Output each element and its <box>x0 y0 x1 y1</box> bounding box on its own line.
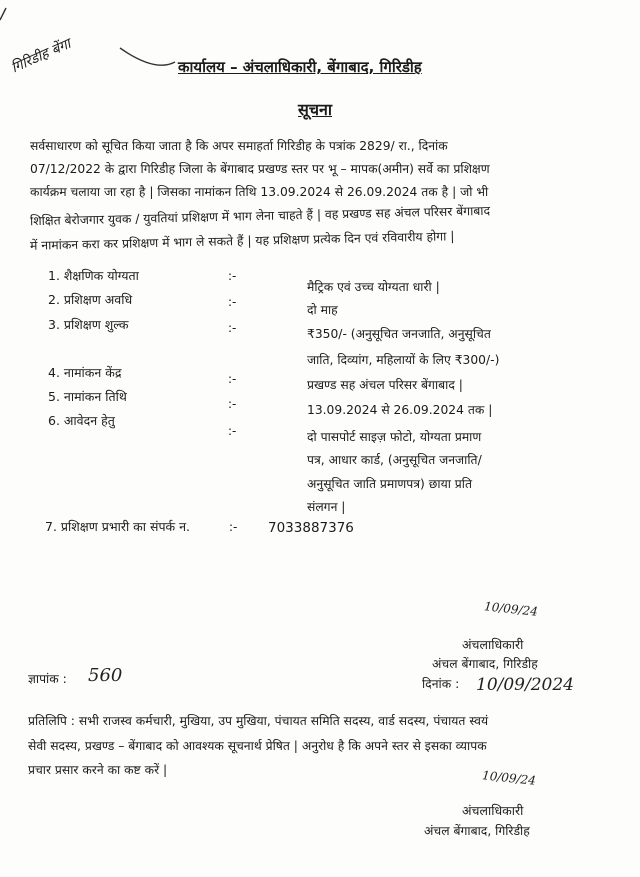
body-line: में नामांकन करा कर प्रशिक्षण में भाग ले सकते हैं | यह प्रशिक्षण प्रत्येक दिन एवं रविवारीय होगा | <box>29 229 455 253</box>
item-separator: :- <box>228 269 237 283</box>
copy-line: सेवी सदस्य, प्रखण्ड – बेंगाबाद को आवश्यक सूचनार्थ प्रेषित | अनुरोध है कि अपने स्तर से इसका व्यापक <box>28 739 487 753</box>
item-separator: :- <box>228 397 237 411</box>
item-separator: :- <box>228 321 237 335</box>
item-value: प्रखण्ड सह अंचल परिसर बेंगाबाद | <box>307 378 463 392</box>
item-value: 13.09.2024 से 26.09.2024 तक | <box>307 403 493 417</box>
office-title: कार्यालय – अंचलाधिकारी, बेंगाबाद, गिरिडीह <box>178 58 422 76</box>
memo-label: ज्ञापांक : <box>28 672 67 686</box>
signature-initials: 10/09/24 <box>481 768 537 788</box>
contact-label: 7. प्रशिक्षण प्रभारी का संपर्क न. <box>45 519 191 534</box>
item-separator: :- <box>228 424 237 438</box>
body-line: कार्यक्रम चलाया जा रहा है | जिसका नामांकन तिथि 13.09.2024 से 26.09.2024 तक है | जो भी <box>30 185 489 199</box>
item-value: दो पासपोर्ट साइज़ फोटो, योग्यता प्रमाण <box>307 430 482 444</box>
item-separator: :- <box>228 372 237 386</box>
item-separator: :- <box>228 295 237 309</box>
item-label: 4. नामांकन केंद्र <box>48 365 122 380</box>
item-value: मैट्रिक एवं उच्च योग्यता धारी | <box>307 280 440 294</box>
officer-office: अंचल बेंगाबाद, गिरिडीह <box>424 824 530 838</box>
contact-separator: :- <box>229 520 238 534</box>
officer-title: अंचलाधिकारी <box>462 803 524 818</box>
signature-initials: 10/09/24 <box>483 599 539 619</box>
memo-value: 560 <box>88 665 123 686</box>
handwritten-scribble <box>0 0 180 120</box>
item-value: संलगन | <box>307 500 346 514</box>
item-value: जाति, दिव्यांग, महिलायों के लिए ₹300/-) <box>307 353 500 367</box>
item-label: 1. शैक्षणिक योग्यता <box>48 268 139 283</box>
body-line: 07/12/2022 के द्वारा गिरिडीह जिला के बेंगाबाद प्रखण्ड स्तर पर भू – मापक(अमीन) सर्वे का प्रशिक्षण <box>30 162 490 176</box>
contact-number: 7033887376 <box>268 520 354 536</box>
notice-heading: सूचना <box>298 100 333 119</box>
body-line: शिक्षित बेरोजगार युवक / युवतियां प्रशिक्षण में भाग लेना चाहते हैं | वह प्रखण्ड सह अंचल परिसर बेंगाबाद <box>29 203 491 229</box>
handwritten-note: गिरिडीह बेंगा <box>8 36 74 77</box>
item-value: दो माह <box>307 303 338 317</box>
item-value: अनुसूचित जाति प्रमाणपत्र) छाया प्रति <box>307 477 472 491</box>
officer-title: अंचलाधिकारी <box>462 637 524 652</box>
date-label: दिनांक : <box>422 677 460 691</box>
copy-line: प्रचार प्रसार करने का कष्ट करें | <box>28 763 168 777</box>
date-value: 10/09/2024 <box>476 675 574 695</box>
item-value: ₹350/- (अनुसूचित जनजाति, अनुसूचित <box>307 327 491 341</box>
item-value: पत्र, आधार कार्ड, (अनुसूचित जनजाति/ <box>307 453 482 467</box>
copy-line: प्रतिलिपि : सभी राजस्व कर्मचारी, मुखिया, उप मुखिया, पंचायत समिति सदस्य, वार्ड सदस्य, पंचायत स्वयं <box>28 714 489 728</box>
body-line: सर्वसाधारण को सूचित किया जाता है कि अपर समाहर्ता गिरिडीह के पत्रांक 2829/ रा., दिनांक <box>30 139 448 153</box>
item-label: 6. आवेदन हेतु <box>48 413 115 428</box>
item-label: 5. नामांकन तिथि <box>48 389 127 404</box>
item-label: 2. प्रशिक्षण अवधि <box>48 292 133 307</box>
officer-office: अंचल बेंगाबाद, गिरिडीह <box>432 657 538 671</box>
item-label: 3. प्रशिक्षण शुल्क <box>48 317 129 332</box>
